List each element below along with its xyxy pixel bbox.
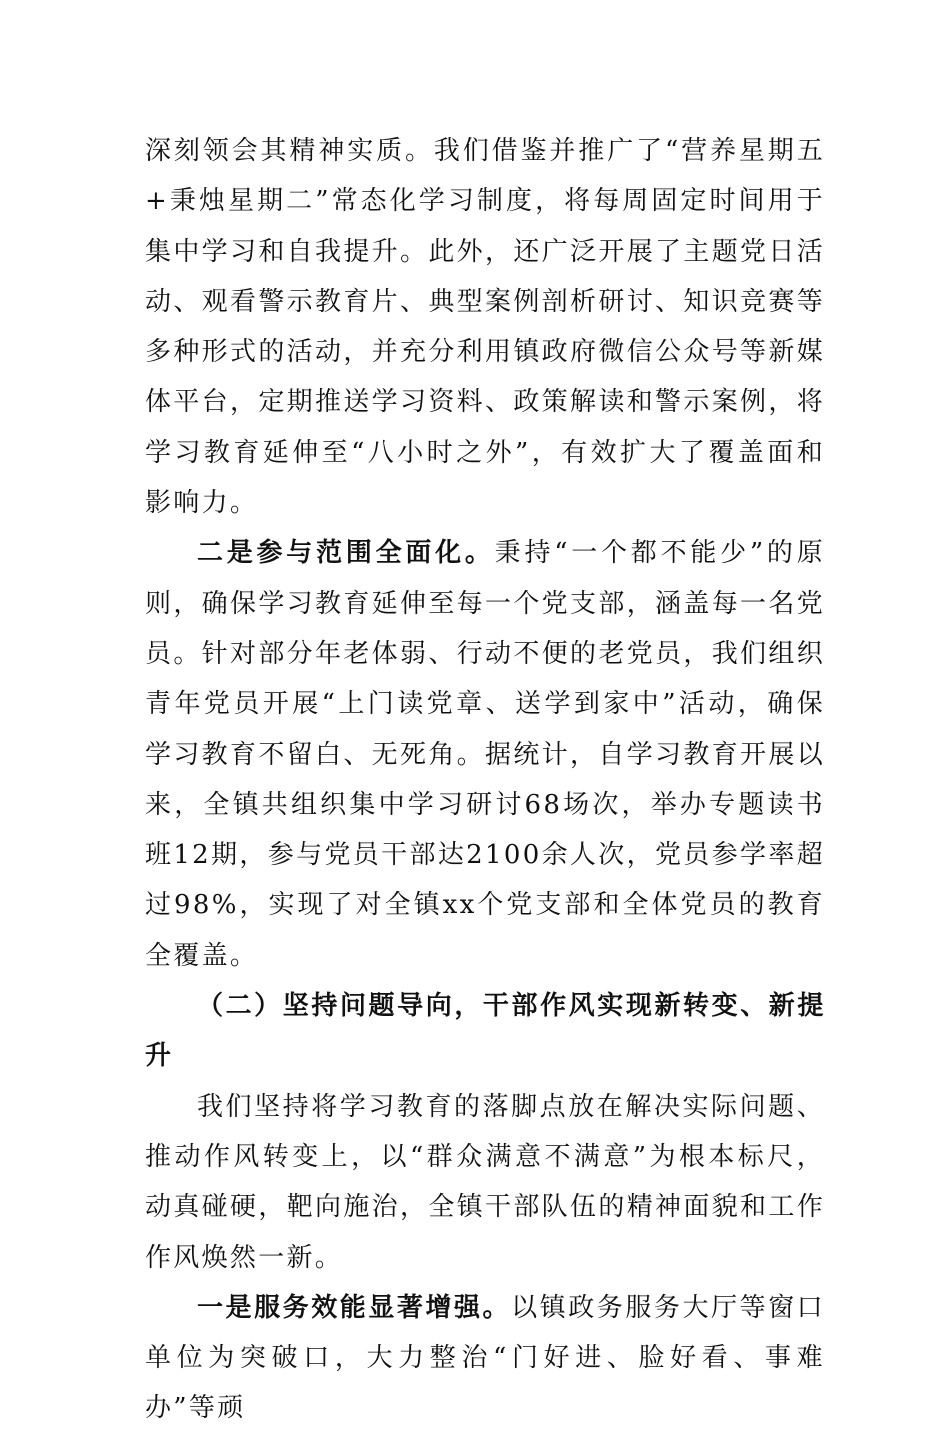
paragraph-2: [145, 528, 825, 981]
paragraph-4: [145, 1283, 825, 1434]
paragraph-2-text: 秉持“一个都不能少”的原则，确保学习教育延伸至每一个党支部，涵盖每一名党员。针对部分年老体弱、行动不便的老党员，我们组织青年党员开展“上门读党章、送学到家中”活动，确保学习教育不留白、无死角。据统计，自学习教育开展以来，全镇共组织集中学习研讨68场次，举办专题读书班12期，参与党员干部达2100余人次，党员参学率超过98%，实现了对全镇xx个党支部和全体党员的教育全覆盖。: [145, 538, 825, 971]
paragraph-4-text: 以镇政务服务大厅等窗口单位为突破口，大力整治“门好进、脸好看、事难办”等顽: [145, 1292, 825, 1424]
paragraph-2-lead: 二是参与范围全面化。: [197, 538, 495, 569]
paragraph-3: 我们坚持将学习教育的落脚点放在解决实际问题、推动作风转变上，以“群众满意不满意”为根本标尺，动真碰硬，靶向施治，全镇干部队伍的精神面貌和工作作风焕然一新。: [145, 1091, 825, 1273]
section-heading-2: （二）坚持问题导向，干部作风实现新转变、新提升: [145, 991, 825, 1072]
document-body: [145, 126, 825, 1434]
paragraph-4-lead: 一是服务效能显著增强。: [197, 1292, 512, 1323]
paragraph-1: 深刻领会其精神实质。我们借鉴并推广了“营养星期五+秉烛星期二”常态化学习制度，将每周固定时间用于集中学习和自我提升。此外，还广泛开展了主题党日活动、观看警示教育片、典型案例剖析研讨、知识竞赛等多种形式的活动，并充分利用镇政府微信公众号等新媒体平台，定期推送学习资料、政策解读和警示案例，将学习教育延伸至“八小时之外”，有效扩大了覆盖面和影响力。: [145, 136, 825, 519]
